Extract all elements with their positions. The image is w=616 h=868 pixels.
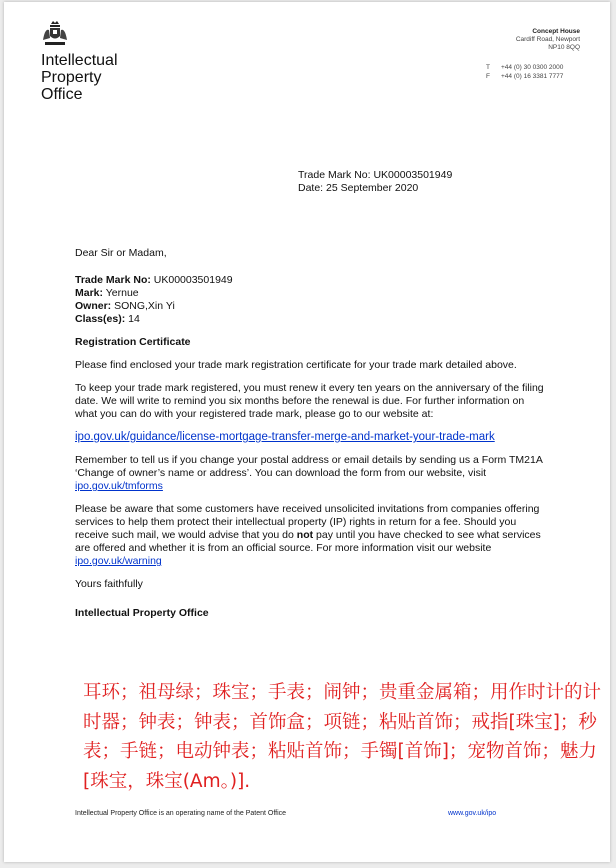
letter-page bbox=[4, 2, 610, 862]
paragraph-enclosed: Please find enclosed your trade mark registration certificate for your trade mark detailed above. bbox=[75, 359, 517, 371]
detail-value: Yernue bbox=[103, 287, 139, 299]
detail-trade-mark-no bbox=[75, 274, 545, 287]
detail-value: SONG,Xin Yi bbox=[111, 300, 175, 312]
detail-value: UK00003501949 bbox=[150, 274, 233, 286]
footer-text: Intellectual Property Office is an operating name of the Patent Office bbox=[75, 810, 287, 817]
detail-label: Class(es): bbox=[75, 313, 126, 325]
emphasis-not: not bbox=[296, 529, 314, 541]
paragraph-text: Remember to tell us if you change your postal address or email details by sending us a Form TM21A ‘Change of owner’s name or address’. You can download the form from our website, visit bbox=[75, 454, 543, 479]
paragraph-text: pay until you have checked to see what services are offered and whether it is from an official source. For more information visit our website bbox=[75, 529, 541, 554]
guidance-link[interactable]: ipo.gov.uk/guidance/license-mortgage-transfer-merge-and-market-your-trade-mark bbox=[75, 431, 495, 443]
signature: Intellectual Property Office bbox=[75, 607, 209, 619]
reference-date: Date: 25 September 2020 bbox=[298, 182, 419, 194]
signoff: Yours faithfully bbox=[75, 578, 143, 590]
logo-line: Intellectual bbox=[41, 52, 118, 69]
detail-owner bbox=[75, 300, 545, 313]
contact-numbers bbox=[486, 63, 563, 81]
phone-value: +44 (0) 30 0300 2000 bbox=[501, 64, 564, 71]
tmforms-link[interactable]: ipo.gov.uk/tmforms bbox=[75, 480, 163, 492]
trade-mark-details bbox=[75, 274, 545, 326]
fax-value: +44 (0) 16 3381 7777 bbox=[501, 73, 564, 80]
detail-label: Owner: bbox=[75, 300, 112, 312]
fax-label: F bbox=[486, 73, 490, 80]
paragraph-renewal: To keep your trade mark registered, you must renew it every ten years on the anniversary of the filing date. We will write to remind you six months before the renewal is due. For further information on what you can do with your registered trade mark, please go to our website at: bbox=[75, 382, 544, 420]
detail-value: 14 bbox=[125, 313, 140, 325]
salutation: Dear Sir or Madam, bbox=[75, 247, 167, 259]
reference-trade-mark: Trade Mark No: UK00003501949 bbox=[298, 169, 453, 181]
detail-label: Mark: bbox=[75, 287, 104, 299]
phone-row bbox=[486, 63, 563, 72]
paragraph-address-change bbox=[75, 454, 545, 493]
warning-link[interactable]: ipo.gov.uk/warning bbox=[75, 555, 162, 567]
paragraph-text: Please be aware that some customers have received unsolicited invitations from companies offering services to help them protect their intellectual property (IP) rights in return for a fee. Should you receive such mail, we would advise that you do bbox=[75, 503, 540, 541]
phone-label: T bbox=[486, 64, 490, 71]
logo-line: Office bbox=[41, 86, 83, 103]
address-name: Concept House bbox=[532, 28, 580, 35]
goods-list-overlay: 耳环；祖母绿；珠宝；手表；闹钟；贵重金属箱；用作时计的计时器；钟表；钟表；首饰盒；项链；粘贴首饰；戒指[珠宝]；秒表；手链；电动钟表；粘贴首饰；手镯[首饰]；宠物首饰；魅力[珠宝，珠宝(Am。)]. bbox=[83, 682, 602, 792]
logo-line: Property bbox=[41, 69, 102, 86]
reference-block bbox=[298, 169, 452, 195]
footer-link[interactable]: www.gov.uk/ipo bbox=[448, 810, 497, 817]
guidance-link-row bbox=[75, 431, 545, 444]
office-address bbox=[516, 28, 580, 52]
royal-crest-icon bbox=[42, 20, 68, 48]
address-line: NP10 8QQ bbox=[548, 44, 580, 51]
detail-mark bbox=[75, 287, 545, 300]
detail-label: Trade Mark No: bbox=[75, 274, 151, 286]
section-heading: Registration Certificate bbox=[75, 336, 191, 348]
fax-row bbox=[486, 72, 563, 81]
ipo-logo-text bbox=[41, 52, 118, 103]
paragraph-warning bbox=[75, 503, 545, 568]
letter-body bbox=[75, 247, 545, 620]
address-line: Cardiff Road, Newport bbox=[515, 36, 580, 43]
detail-classes bbox=[75, 313, 545, 326]
